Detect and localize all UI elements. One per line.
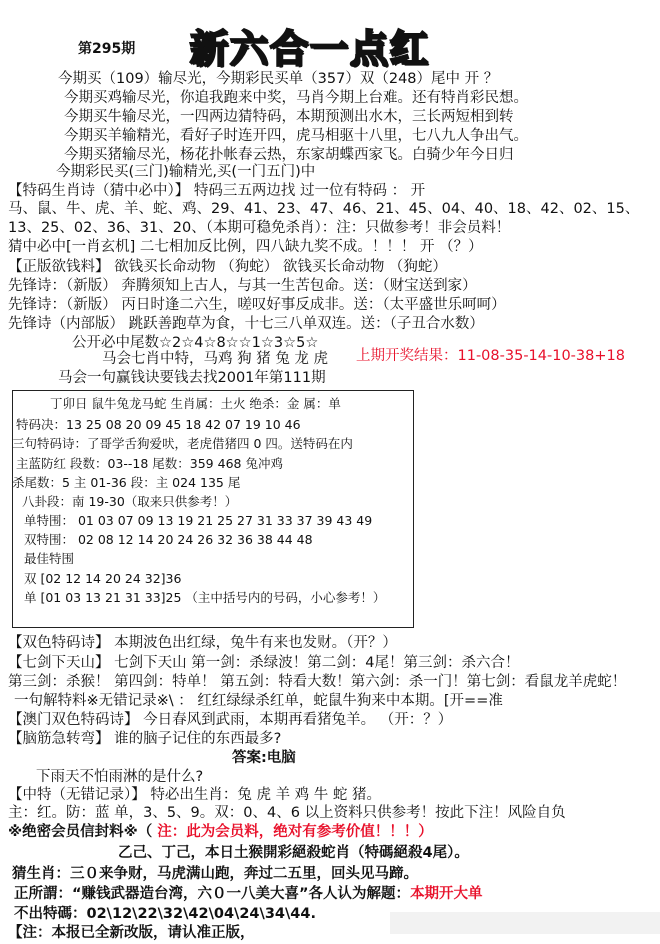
- text-line: 一句解特料※无错记录※\ ： 红红绿绿杀红单，蛇鼠牛狗来中本期。[开==准: [14, 693, 503, 709]
- text-line: 乙己、丁己，本日土猴開彩絕殺蛇肖（特碼絕殺4尾）。: [118, 845, 469, 861]
- text-line: 今期买羊输精光，看好子时连开四，虎马相驱十八里，七八九人争出气。: [64, 128, 528, 144]
- text-line: 单特围： 01 03 07 09 13 19 21 25 27 31 33 37 39 43 49: [24, 513, 373, 528]
- text-line: 今期买猪输尽光，杨花扑帐春云热，东家胡蝶西家飞。白骑少年今日归: [64, 147, 514, 163]
- last-result: [356, 349, 625, 364]
- answer-text: 答案:电脑: [232, 750, 296, 766]
- text-line: 马、鼠、牛、虎、羊、蛇、鸡、29、41、23、47、46、21、45、04、40、18、42、02、15、: [8, 201, 640, 217]
- text-line: 双 [02 12 14 20 24 32]36: [24, 571, 182, 586]
- text-line: 猜中必中[一肖玄机] 二七相加反比例，四八缺九奖不成。！！！ 开 （？）: [8, 239, 483, 255]
- last-result-label: 上期开奖结果：: [356, 348, 458, 364]
- text-line: 三句特码诗：了哥学舌狗爱吠，老虎借猪四 0 四。送特码在内: [12, 436, 353, 451]
- text-line: 公开必中尾数☆2☆4☆8☆☆1☆3☆5☆: [72, 335, 319, 351]
- text-line: 先锋诗：（新版） 奔腾须知上古人，与其一生苦包命。送：（财宝送到家）: [8, 278, 477, 294]
- text-line: 第三剑：杀猴！ 第四剑：特单！ 第五剑：特看大数！第六剑：杀一门！第七剑：看鼠龙羊虎蛇！: [8, 674, 627, 690]
- guess-prefix: 正所謂：“赚钱武器造台湾，六０一八美大喜”各人认为解题：: [14, 886, 411, 902]
- text-line: 双特围： 02 08 12 14 20 24 26 32 36 38 44 48: [24, 532, 313, 547]
- text-line: 不出特碼：02\12\22\32\42\04\24\34\44.: [14, 906, 316, 922]
- text-line: 主：红。防：蓝 单，3、5、9。双：0、4、6 以上资料只供参考！按此下注！风险自负: [8, 805, 566, 821]
- text-line: 先锋诗：（新版） 丙日时逢二六生，嗟叹好事反成非。送：（太平盛世乐呵呵）: [8, 297, 506, 313]
- text-line: 下雨天不怕雨淋的是什么?: [36, 769, 204, 785]
- text-line: 13、25、02、36、31、20、（本期可稳免杀肖）：注：只做参考！非会员料！: [8, 220, 511, 236]
- newspaper-title: 新六合一点红: [190, 26, 431, 71]
- text-line: 今期买（109）输尽光，今期彩民买单（357）双（248）尾中 开 ？: [58, 71, 499, 87]
- text-line: 今期彩民买(三门)输精光,买(一门五门)中: [56, 164, 316, 180]
- text-line: 马会七肖中特，马鸡 狗 猪 兔 龙 虎: [102, 351, 329, 367]
- text-line: 马会一句赢钱诀要钱去找2001年第111期: [58, 370, 326, 386]
- guess-open: 本期开大单: [410, 886, 483, 902]
- text-line: 杀尾数：5 主 01-36 段：主 024 135 尾: [12, 475, 241, 490]
- faded-watermark: [390, 908, 660, 938]
- member-prefix: ※绝密会员信封料※（: [8, 824, 153, 840]
- guess-line: [14, 887, 483, 902]
- text-line: 丁卯日 鼠牛兔龙马蛇 生肖属：土火 绝杀：金 属：单: [50, 396, 341, 411]
- member-note: 注：此为会员料，绝对有参考价值！！！）: [152, 824, 433, 840]
- text-line: 【七剑下天山】 七剑下天山 第一剑：杀绿波！第二剑：4尾！第三剑：杀六合！: [8, 655, 520, 671]
- text-line: 主蓝防红 段数：03--18 尾数：359 468 兔冲鸡: [16, 456, 283, 471]
- text-line: 八卦段：南 19-30（取来只供参考！）: [22, 494, 238, 509]
- text-line: 今期买牛输尽光，一四两边猜特码，本期预测出水木，三长两短相到转: [64, 109, 514, 125]
- text-line: 最佳特围: [24, 551, 75, 566]
- text-line: 【澳门双色特码诗】 今日春风到武雨，本期再看猪兔羊。 （开：？）: [8, 712, 453, 728]
- member-line: [8, 825, 433, 840]
- text-line: 单 [01 03 13 21 31 33]25 （主中括号内的号码，小心参考！）: [24, 590, 386, 605]
- text-line: 【特码生肖诗（猜中必中）】 特码三五两边找 过一位有特码 ： 开: [8, 183, 426, 199]
- issue-number: 第295期: [78, 41, 136, 57]
- text-line: 【脑筋急转弯】 谁的脑子记住的东西最多?: [8, 731, 282, 747]
- last-result-value: 11-08-35-14-10-38+18: [457, 348, 625, 364]
- text-line: 【正版欲钱料】 欲钱买长命动物 （狗蛇） 欲钱买长命动物 （狗蛇）: [8, 259, 447, 275]
- text-line: 先锋诗（内部版） 跳跃善跑草为食，十七三八单双连。送：（子丑合水数）: [8, 316, 484, 332]
- text-line: 【双色特码诗】 本期波色出红绿，兔牛有来也发财。（开？）: [8, 635, 397, 651]
- text-line: 【中特（无错记录）】 特必出生肖：兔 虎 羊 鸡 牛 蛇 猪。: [8, 787, 382, 803]
- text-line: 特码决：13 25 08 20 09 45 18 42 07 19 10 46: [16, 417, 301, 432]
- text-line: 【注：本报已全新改版，请认准正版，: [8, 925, 255, 941]
- text-line: 猜生肖：三０来争财，马虎满山跑，奔过二五里，回头见马蹄。: [12, 866, 418, 882]
- text-line: 今期买鸡输尽光，你追我跑来中奖，马肖今期上台难。还有特肖彩民想。: [64, 90, 528, 106]
